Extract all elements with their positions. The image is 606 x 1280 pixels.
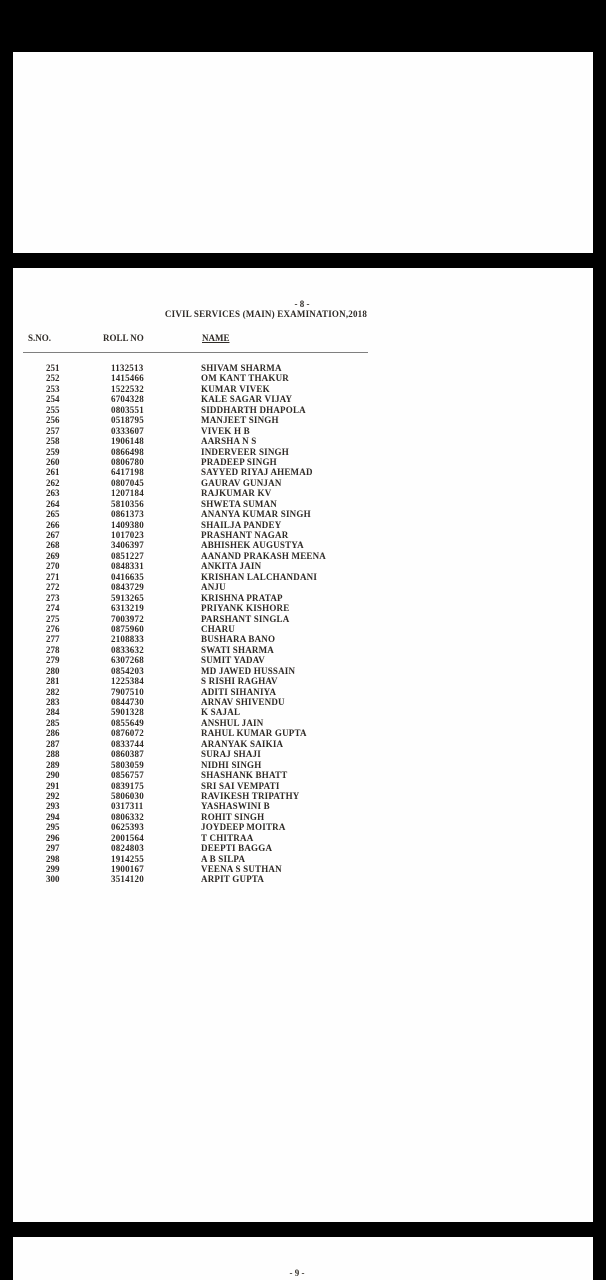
row-rollno: 0317311 — [111, 801, 144, 812]
table-row — [13, 760, 593, 770]
row-rollno: 6704328 — [111, 394, 144, 405]
row-name: ARANYAK SAIKIA — [201, 738, 284, 749]
row-rollno: 0518795 — [111, 415, 144, 426]
row-name: RAVIKESH TRIPATHY — [201, 790, 300, 801]
row-sno: 254 — [46, 394, 60, 405]
row-sno: 272 — [46, 582, 60, 593]
table-row — [13, 603, 593, 613]
row-rollno: 1017023 — [111, 530, 144, 540]
row-rollno: 0833744 — [111, 738, 144, 749]
row-rollno: 7907510 — [111, 686, 144, 697]
row-name: AANAND PRAKASH MEENA — [201, 550, 326, 561]
row-name: RAHUL KUMAR GUPTA — [201, 728, 307, 739]
row-rollno: 3406397 — [111, 540, 144, 551]
row-rollno: 1225384 — [111, 676, 144, 687]
row-sno: 266 — [46, 519, 60, 530]
row-rollno: 5806030 — [111, 790, 144, 801]
row-name: NIDHI SINGH — [201, 759, 262, 770]
row-name: KUMAR VIVEK — [201, 383, 270, 394]
row-sno: 270 — [46, 561, 60, 572]
row-name: SURAJ SHAJI — [201, 749, 261, 760]
table-row — [13, 833, 593, 843]
row-name: PRIYANK KISHORE — [201, 603, 290, 614]
row-rollno: 0333607 — [111, 425, 144, 436]
row-rollno: 1906148 — [111, 436, 144, 447]
row-rollno: 0844730 — [111, 697, 144, 707]
row-rollno: 0833632 — [111, 644, 144, 655]
row-rollno: 5901328 — [111, 707, 144, 718]
row-sno: 291 — [46, 780, 60, 791]
row-name: VEENA S SUTHAN — [201, 864, 282, 874]
table-row — [13, 728, 593, 738]
row-sno: 278 — [46, 644, 60, 655]
table-row — [13, 749, 593, 759]
row-rollno: 0876072 — [111, 728, 144, 739]
table-row — [13, 676, 593, 686]
row-name: CHARU — [201, 623, 235, 634]
row-sno: 279 — [46, 655, 60, 666]
row-rollno: 3514120 — [111, 874, 144, 885]
row-sno: 255 — [46, 404, 60, 415]
table-row — [13, 520, 593, 530]
table-row — [13, 707, 593, 717]
row-sno: 299 — [46, 864, 60, 874]
row-sno: 287 — [46, 738, 60, 749]
row-name: SRI SAI VEMPATI — [201, 780, 280, 791]
row-rollno: 0860387 — [111, 749, 144, 760]
row-sno: 267 — [46, 530, 60, 540]
row-rollno: 0803551 — [111, 404, 144, 415]
row-name: SHAILJA PANDEY — [201, 519, 282, 530]
row-rollno: 0855649 — [111, 717, 144, 728]
row-rollno: 2108833 — [111, 634, 144, 645]
row-name: KRISHNA PRATAP — [201, 592, 283, 603]
table-row — [13, 843, 593, 853]
row-sno: 294 — [46, 811, 60, 822]
row-name: ANANYA KUMAR SINGH — [201, 509, 311, 520]
row-rollno: 0625393 — [111, 822, 144, 833]
row-sno: 261 — [46, 467, 60, 478]
table-row — [13, 467, 593, 477]
row-name: SHIVAM SHARMA — [201, 363, 282, 373]
row-sno: 277 — [46, 634, 60, 645]
page-number: - 8 - — [294, 299, 310, 309]
row-name: VIVEK H B — [201, 425, 250, 436]
table-row — [13, 551, 593, 561]
row-name: SIDDHARTH DHAPOLA — [201, 404, 306, 415]
table-row — [13, 801, 593, 811]
row-sno: 259 — [46, 446, 60, 457]
table-header-row — [13, 333, 593, 345]
row-rollno: 0824803 — [111, 843, 144, 854]
row-sno: 258 — [46, 436, 60, 447]
table-row — [13, 634, 593, 644]
row-name: BUSHARA BANO — [201, 634, 276, 645]
row-sno: 276 — [46, 623, 60, 634]
table-row — [13, 405, 593, 415]
row-name: S RISHI RAGHAV — [201, 676, 278, 687]
row-sno: 298 — [46, 853, 60, 864]
row-name: ROHIT SINGH — [201, 811, 265, 822]
column-header-rollno: ROLL NO — [103, 333, 144, 343]
row-sno: 269 — [46, 550, 60, 561]
table-row — [13, 478, 593, 488]
row-name: KRISHAN LALCHANDANI — [201, 571, 318, 582]
row-sno: 275 — [46, 613, 60, 624]
row-name: ABHISHEK AUGUSTYA — [201, 540, 304, 551]
row-sno: 262 — [46, 477, 60, 488]
row-rollno: 6307268 — [111, 655, 144, 666]
document-title: CIVIL SERVICES (MAIN) EXAMINATION,2018 — [164, 309, 368, 319]
row-sno: 285 — [46, 717, 60, 728]
table-row — [13, 499, 593, 509]
row-rollno: 7003972 — [111, 613, 144, 624]
row-sno: 284 — [46, 707, 60, 718]
row-rollno: 0848331 — [111, 561, 144, 572]
header-rule — [23, 352, 368, 353]
row-rollno: 0861373 — [111, 509, 144, 520]
page-previous — [13, 52, 593, 253]
table-row — [13, 394, 593, 404]
row-name: A B SILPA — [201, 853, 246, 864]
row-rollno: 1409380 — [111, 519, 144, 530]
row-rollno: 1900167 — [111, 864, 144, 874]
row-rollno: 0843729 — [111, 582, 144, 593]
row-sno: 290 — [46, 770, 60, 781]
table-row — [13, 363, 593, 373]
row-sno: 273 — [46, 592, 60, 603]
row-name: PARSHANT SINGLA — [201, 613, 290, 624]
table-row — [13, 812, 593, 822]
table-row — [13, 530, 593, 540]
next-page-number: - 9 - — [289, 1268, 305, 1278]
row-name: ANSHUL JAIN — [201, 717, 264, 728]
row-name: PRADEEP SINGH — [201, 456, 277, 467]
table-row — [13, 697, 593, 707]
page-current — [13, 268, 593, 1222]
row-rollno: 1415466 — [111, 373, 144, 384]
table-row — [13, 593, 593, 603]
row-sno: 286 — [46, 728, 60, 739]
row-name: SHWETA SUMAN — [201, 498, 277, 509]
row-sno: 253 — [46, 383, 60, 394]
row-rollno: 0416635 — [111, 571, 144, 582]
row-sno: 297 — [46, 843, 60, 854]
row-rollno: 1132513 — [111, 363, 144, 373]
row-rollno: 0875960 — [111, 623, 144, 634]
table-row — [13, 426, 593, 436]
table-row — [13, 509, 593, 519]
table-row — [13, 582, 593, 592]
row-sno: 268 — [46, 540, 60, 551]
row-rollno: 0839175 — [111, 780, 144, 791]
table-row — [13, 655, 593, 665]
row-rollno: 6417198 — [111, 467, 144, 478]
row-name: ADITI SIHANIYA — [201, 686, 277, 697]
row-sno: 251 — [46, 363, 60, 373]
row-sno: 263 — [46, 488, 60, 499]
table-row — [13, 781, 593, 791]
row-name: T CHITRAA — [201, 832, 254, 843]
row-sno: 292 — [46, 790, 60, 801]
row-sno: 281 — [46, 676, 60, 687]
row-rollno: 0807045 — [111, 477, 144, 488]
row-rollno: 5913265 — [111, 592, 144, 603]
row-sno: 271 — [46, 571, 60, 582]
table-row — [13, 718, 593, 728]
row-name: MANJEET SINGH — [201, 415, 279, 426]
row-name: ANJU — [201, 582, 226, 593]
row-rollno: 2001564 — [111, 832, 144, 843]
row-name: ARNAV SHIVENDU — [201, 697, 285, 707]
row-sno: 283 — [46, 697, 60, 707]
row-sno: 300 — [46, 874, 60, 885]
table-row — [13, 384, 593, 394]
table-row — [13, 561, 593, 571]
row-name: INDERVEER SINGH — [201, 446, 289, 457]
row-name: MD JAWED HUSSAIN — [201, 665, 296, 676]
row-rollno: 5810356 — [111, 498, 144, 509]
table-row — [13, 739, 593, 749]
row-sno: 280 — [46, 665, 60, 676]
table-row — [13, 854, 593, 864]
table-row — [13, 488, 593, 498]
table-row — [13, 624, 593, 634]
table-row — [13, 614, 593, 624]
row-name: GAURAV GUNJAN — [201, 477, 282, 488]
table-row — [13, 540, 593, 550]
row-sno: 264 — [46, 498, 60, 509]
row-rollno: 0854203 — [111, 665, 144, 676]
row-name: KALE SAGAR VIJAY — [201, 394, 293, 405]
row-rollno: 0851227 — [111, 550, 144, 561]
row-sno: 274 — [46, 603, 60, 614]
row-name: SAYYED RIYAJ AHEMAD — [201, 467, 313, 478]
row-name: K SAJAL — [201, 707, 241, 718]
row-rollno: 0856757 — [111, 770, 144, 781]
table-row — [13, 645, 593, 655]
row-name: PRASHANT NAGAR — [201, 530, 289, 540]
column-header-sno: S.NO. — [28, 333, 52, 343]
row-sno: 257 — [46, 425, 60, 436]
results-table — [13, 363, 593, 885]
page-next — [13, 1237, 593, 1280]
row-name: YASHASWINI B — [201, 801, 270, 812]
row-rollno: 0806332 — [111, 811, 144, 822]
table-row — [13, 791, 593, 801]
table-row — [13, 572, 593, 582]
row-name: ARPIT GUPTA — [201, 874, 265, 885]
row-name: DEEPTI BAGGA — [201, 843, 273, 854]
row-sno: 256 — [46, 415, 60, 426]
row-sno: 288 — [46, 749, 60, 760]
row-rollno: 6313219 — [111, 603, 144, 614]
table-row — [13, 874, 593, 884]
table-row — [13, 436, 593, 446]
row-rollno: 5803059 — [111, 759, 144, 770]
table-row — [13, 373, 593, 383]
row-sno: 293 — [46, 801, 60, 812]
row-name: ANKITA JAIN — [201, 561, 262, 572]
row-name: JOYDEEP MOITRA — [201, 822, 286, 833]
row-rollno: 1207184 — [111, 488, 144, 499]
row-rollno: 1914255 — [111, 853, 144, 864]
table-row — [13, 864, 593, 874]
table-row — [13, 447, 593, 457]
table-row — [13, 687, 593, 697]
row-rollno: 0806780 — [111, 456, 144, 467]
row-name: OM KANT THAKUR — [201, 373, 289, 384]
table-row — [13, 457, 593, 467]
row-name: RAJKUMAR KV — [201, 488, 272, 499]
row-name: SHASHANK BHATT — [201, 770, 288, 781]
row-name: SUMIT YADAV — [201, 655, 265, 666]
row-sno: 289 — [46, 759, 60, 770]
row-rollno: 1522532 — [111, 383, 144, 394]
row-sno: 252 — [46, 373, 60, 384]
row-sno: 282 — [46, 686, 60, 697]
row-sno: 295 — [46, 822, 60, 833]
row-name: SWATI SHARMA — [201, 644, 274, 655]
row-sno: 265 — [46, 509, 60, 520]
column-header-name: NAME — [202, 333, 230, 343]
table-row — [13, 415, 593, 425]
row-rollno: 0866498 — [111, 446, 144, 457]
row-sno: 260 — [46, 456, 60, 467]
row-name: AARSHA N S — [201, 436, 257, 447]
table-row — [13, 666, 593, 676]
table-row — [13, 770, 593, 780]
table-row — [13, 822, 593, 832]
row-sno: 296 — [46, 832, 60, 843]
